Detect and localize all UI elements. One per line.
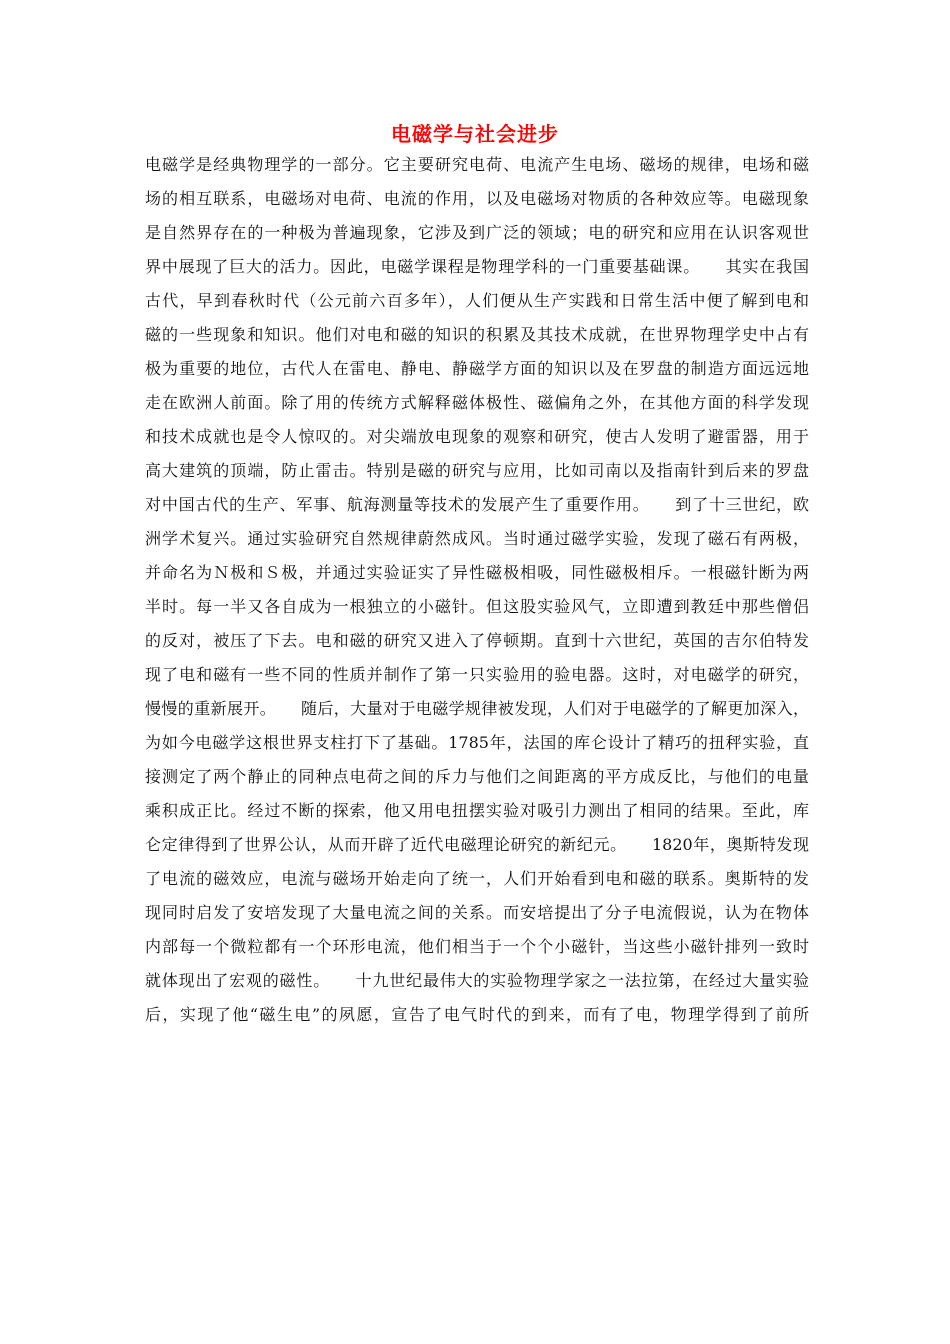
body-line: 并命名为Ｎ极和Ｓ极，并通过实验证实了异性磁极相吸，同性磁极相斥。一根磁针断为两: [145, 563, 809, 582]
body-line: 界中展现了巨大的活力。因此，电磁学课程是物理学科的一门重要基础课。 其实在我国: [145, 257, 809, 276]
body-line: 就体现出了宏观的磁性。 十九世纪最伟大的实验物理学家之一法拉第，在经过大量实验: [145, 971, 809, 990]
body-line: 现同时启发了安培发现了大量电流之间的关系。而安培提出了分子电流假说，认为在物体: [145, 903, 809, 922]
body-line: 内部每一个微粒都有一个环形电流，他们相当于一个个小磁针，当这些小磁针排列一致时: [145, 937, 809, 956]
body-line: 场的相互联系，电磁场对电荷、电流的作用，以及电磁场对物质的各种效应等。电磁现象: [145, 189, 809, 208]
body-line: 现了电和磁有一些不同的性质并制作了第一只实验用的验电器。这时，对电磁学的研究，: [145, 665, 809, 684]
body-line: 古代，早到春秋时代（公元前六百多年），人们便从生产实践和日常生活中便了解到电和: [145, 291, 809, 310]
document-body: [145, 148, 809, 1032]
body-line: 半时。每一半又各自成为一根独立的小磁针。但这股实验风气，立即遭到教廷中那些僧侣: [145, 597, 809, 616]
body-line: 后，实现了他“磁生电”的夙愿，宣告了电气时代的到来，而有了电，物理学得到了前所: [145, 1005, 809, 1024]
body-line: 了电流的磁效应，电流与磁场开始走向了统一，人们开始看到电和磁的联系。奥斯特的发: [145, 869, 809, 888]
body-line: 是自然界存在的一种极为普遍现象，它涉及到广泛的领域；电的研究和应用在认识客观世: [145, 223, 809, 242]
body-line: 磁的一些现象和知识。他们对电和磁的知识的积累及其技术成就，在世界物理学史中占有: [145, 325, 809, 344]
body-line: 慢慢的重新展开。 随后，大量对于电磁学规律被发现，人们对于电磁学的了解更加深入，: [145, 699, 809, 718]
body-line: 和技术成就也是令人惊叹的。对尖端放电现象的观察和研究，使古人发明了避雷器，用于: [145, 427, 809, 446]
body-line: 仑定律得到了世界公认，从而开辟了近代电磁理论研究的新纪元。 1820年，奥斯特发现: [145, 835, 809, 854]
body-line: 为如今电磁学这根世界支柱打下了基础。1785年，法国的库仑设计了精巧的扭秤实验，直: [145, 733, 809, 752]
body-line: 电磁学是经典物理学的一部分。它主要研究电荷、电流产生电场、磁场的规律，电场和磁: [145, 155, 809, 174]
body-line: 乘积成正比。经过不断的探索，他又用电扭摆实验对吸引力测出了相同的结果。至此，库: [145, 801, 809, 820]
body-line: 走在欧洲人前面。除了用的传统方式解释磁体极性、磁偏角之外，在其他方面的科学发现: [145, 393, 809, 412]
body-line: 洲学术复兴。通过实验研究自然规律蔚然成风。当时通过磁学实验，发现了磁石有两极，: [145, 529, 809, 548]
body-line: 高大建筑的顶端，防止雷击。特别是磁的研究与应用，比如司南以及指南针到后来的罗盘: [145, 461, 809, 480]
body-line: 接测定了两个静止的同种点电荷之间的斥力与他们之间距离的平方成反比，与他们的电量: [145, 767, 809, 786]
body-line: 对中国古代的生产、军事、航海测量等技术的发展产生了重要作用。 到了十三世纪，欧: [145, 495, 809, 514]
document-title: 电磁学与社会进步: [391, 122, 559, 146]
body-line: 极为重要的地位，古代人在雷电、静电、静磁学方面的知识以及在罗盘的制造方面远远地: [145, 359, 809, 378]
body-line: 的反对，被压了下去。电和磁的研究又进入了停顿期。直到十六世纪，英国的吉尔伯特发: [145, 631, 809, 650]
